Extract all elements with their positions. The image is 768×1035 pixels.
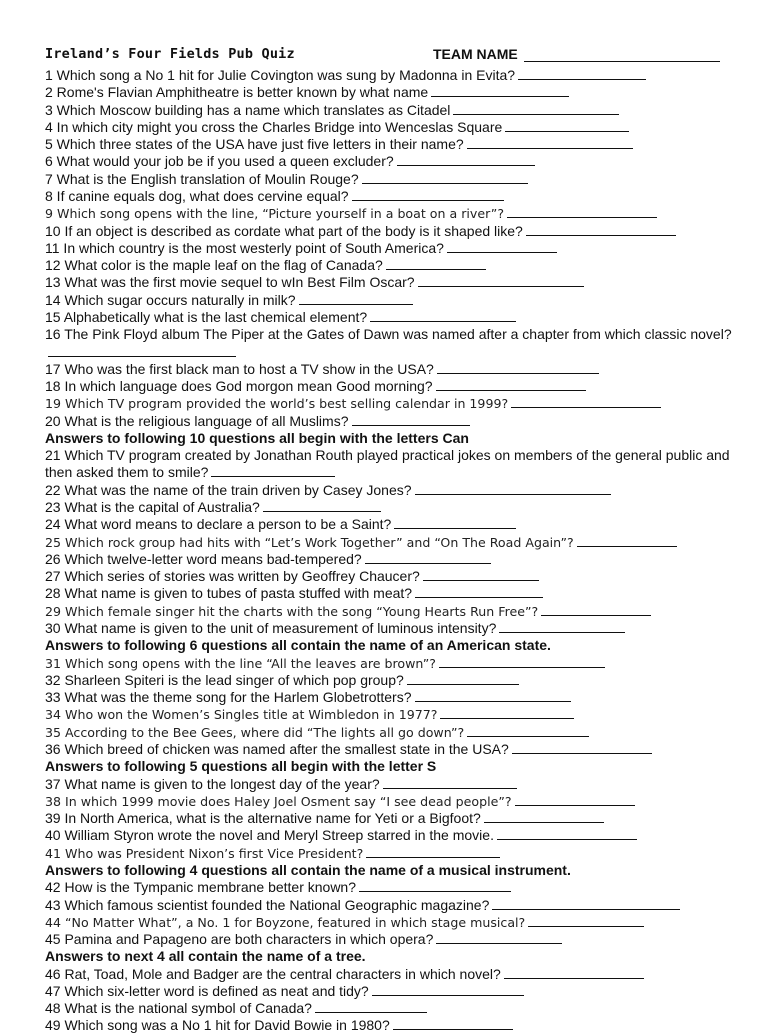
section-heading bbox=[45, 430, 735, 447]
section-text: Answers to following 10 questions all begin with the letters Can bbox=[45, 429, 469, 446]
answer-blank[interactable] bbox=[415, 482, 611, 495]
question-item bbox=[45, 983, 735, 1000]
answer-blank[interactable] bbox=[439, 655, 605, 668]
question-text: 9 Which song opens with the line, “Picture yourself in a boat on a river”? bbox=[45, 206, 505, 222]
answer-blank[interactable] bbox=[423, 568, 539, 581]
answer-blank[interactable] bbox=[48, 344, 236, 357]
answer-blank[interactable] bbox=[440, 706, 574, 719]
answer-blank[interactable] bbox=[436, 931, 562, 944]
question-text: 39 In North America, what is the alternative name for Yeti or a Bigfoot? bbox=[45, 810, 481, 827]
question-item bbox=[45, 793, 735, 810]
answer-blank[interactable] bbox=[507, 205, 657, 218]
answer-blank[interactable] bbox=[299, 292, 413, 305]
team-name-label bbox=[433, 46, 720, 62]
section-heading bbox=[45, 948, 735, 965]
question-text: 35 According to the Bee Gees, where did “The lights all go down”? bbox=[45, 724, 465, 740]
answer-blank[interactable] bbox=[492, 897, 680, 910]
question-text: 15 Alphabetically what is the last chemical element? bbox=[45, 308, 368, 325]
question-item bbox=[45, 447, 735, 482]
question-text: 18 In which language does God morgon mean Good morning? bbox=[45, 378, 433, 395]
answer-blank[interactable] bbox=[383, 776, 517, 789]
question-item bbox=[45, 223, 735, 240]
question-item bbox=[45, 1017, 735, 1034]
answer-blank[interactable] bbox=[512, 741, 652, 754]
question-text: 41 Who was President Nixon’s first Vice President? bbox=[45, 845, 364, 861]
question-item bbox=[45, 966, 735, 983]
question-text: 5 Which three states of the USA have just five letters in their name? bbox=[45, 136, 464, 153]
answer-blank[interactable] bbox=[467, 136, 633, 149]
section-text: Answers to following 4 questions all contain the name of a musical instrument. bbox=[45, 861, 571, 878]
answer-blank[interactable] bbox=[453, 102, 619, 115]
answer-blank[interactable] bbox=[515, 793, 635, 806]
question-text: 11 In which country is the most westerly point of South America? bbox=[45, 239, 444, 256]
question-item bbox=[45, 153, 735, 170]
question-item bbox=[45, 655, 735, 672]
question-item bbox=[45, 205, 735, 222]
answer-blank[interactable] bbox=[415, 585, 543, 598]
question-text: 40 William Styron wrote the novel and Meryl Streep starred in the movie. bbox=[45, 827, 494, 844]
question-text: 1 Which song a No 1 hit for Julie Covington was sung by Madonna in Evita? bbox=[45, 67, 516, 83]
question-text: 33 What was the theme song for the Harlem Globetrotters? bbox=[45, 689, 412, 706]
question-item bbox=[45, 827, 735, 844]
question-text: 16 The Pink Floyd album The Piper at the Gates of Dawn was named after a chapter from which classic novel? bbox=[45, 326, 732, 343]
answer-blank[interactable] bbox=[528, 914, 644, 927]
question-item bbox=[45, 361, 735, 378]
question-item bbox=[45, 102, 735, 119]
answer-blank[interactable] bbox=[526, 223, 676, 236]
question-text: 23 What is the capital of Australia? bbox=[45, 499, 260, 516]
question-text: 48 What is the national symbol of Canada? bbox=[45, 1000, 312, 1017]
question-text: 8 If canine equals dog, what does cervine equal? bbox=[45, 187, 349, 204]
question-text: 25 Which rock group had hits with “Let’s Work Together” and “On The Road Again”? bbox=[45, 534, 574, 550]
question-list bbox=[45, 67, 735, 1035]
team-name-blank[interactable] bbox=[524, 49, 720, 62]
answer-blank[interactable] bbox=[366, 845, 500, 858]
question-text: 46 Rat, Toad, Mole and Badger are the central characters in which novel? bbox=[45, 965, 501, 982]
team-name-text: TEAM NAME bbox=[433, 46, 518, 62]
answer-blank[interactable] bbox=[499, 620, 625, 633]
answer-blank[interactable] bbox=[431, 84, 569, 97]
question-text: 31 Which song opens with the line “All the leaves are brown”? bbox=[45, 655, 436, 671]
section-heading bbox=[45, 637, 735, 654]
question-item bbox=[45, 499, 735, 516]
question-item bbox=[45, 171, 735, 188]
answer-blank[interactable] bbox=[386, 257, 486, 270]
question-item bbox=[45, 603, 735, 620]
question-item bbox=[45, 551, 735, 568]
question-item bbox=[45, 413, 735, 430]
question-text: 36 Which breed of chicken was named after the smallest state in the USA? bbox=[45, 740, 509, 757]
question-text: 17 Who was the first black man to host a TV show in the USA? bbox=[45, 360, 434, 377]
question-text: 32 Sharleen Spiteri is the lead singer of which pop group? bbox=[45, 671, 404, 688]
question-text: 47 Which six-letter word is defined as neat and tidy? bbox=[45, 982, 369, 999]
quiz-header bbox=[45, 46, 735, 66]
question-item bbox=[45, 292, 735, 309]
question-text: 28 What name is given to tubes of pasta stuffed with meat? bbox=[45, 585, 413, 602]
section-text: Answers to next 4 all contain the name of a tree. bbox=[45, 948, 366, 965]
question-item bbox=[45, 240, 735, 257]
answer-blank[interactable] bbox=[352, 188, 504, 201]
answer-blank[interactable] bbox=[315, 1000, 427, 1013]
question-item bbox=[45, 810, 735, 827]
question-text: 27 Which series of stories was written by Geoffrey Chaucer? bbox=[45, 568, 420, 585]
question-item bbox=[45, 620, 735, 637]
question-item bbox=[45, 188, 735, 205]
question-item bbox=[45, 395, 735, 412]
question-item bbox=[45, 585, 735, 602]
question-item bbox=[45, 516, 735, 533]
question-item bbox=[45, 1000, 735, 1017]
question-item bbox=[45, 136, 735, 153]
answer-blank[interactable] bbox=[365, 551, 491, 564]
answer-blank[interactable] bbox=[497, 827, 637, 840]
question-item bbox=[45, 309, 735, 326]
question-text: 26 Which twelve-letter word means bad-tempered? bbox=[45, 550, 362, 567]
question-item bbox=[45, 672, 735, 689]
answer-blank[interactable] bbox=[370, 309, 516, 322]
question-item bbox=[45, 326, 735, 361]
question-item bbox=[45, 724, 735, 741]
answer-blank[interactable] bbox=[359, 879, 511, 892]
question-text: 42 How is the Tympanic membrane better known? bbox=[45, 879, 357, 896]
answer-blank[interactable] bbox=[518, 67, 646, 80]
question-item bbox=[45, 706, 735, 723]
answer-blank[interactable] bbox=[511, 395, 661, 408]
quiz-title: Ireland’s Four Fields Pub Quiz bbox=[45, 46, 295, 62]
question-text: 22 What was the name of the train driven by Casey Jones? bbox=[45, 481, 412, 498]
question-item bbox=[45, 84, 735, 101]
question-text: 44 “No Matter What”, a No. 1 for Boyzone, featured in which stage musical? bbox=[45, 914, 526, 930]
question-text: 29 Which female singer hit the charts with the song “Young Hearts Run Free”? bbox=[45, 603, 539, 619]
answer-blank[interactable] bbox=[505, 119, 629, 132]
question-text: 10 If an object is described as cordate what part of the body is it shaped like? bbox=[45, 222, 523, 239]
question-text: 38 In which 1999 movie does Haley Joel Osment say “I see dead people”? bbox=[45, 793, 512, 809]
answer-blank[interactable] bbox=[211, 464, 335, 477]
question-text: 14 Which sugar occurs naturally in milk? bbox=[45, 291, 296, 308]
question-item bbox=[45, 879, 735, 896]
section-text: Answers to following 5 questions all begin with the letter S bbox=[45, 758, 437, 775]
question-item bbox=[45, 845, 735, 862]
answer-blank[interactable] bbox=[467, 724, 589, 737]
answer-blank[interactable] bbox=[436, 378, 586, 391]
section-heading bbox=[45, 758, 735, 775]
answer-blank[interactable] bbox=[393, 1017, 513, 1030]
answer-blank[interactable] bbox=[541, 603, 651, 616]
question-item bbox=[45, 274, 735, 291]
answer-blank[interactable] bbox=[394, 516, 516, 529]
question-text: 3 Which Moscow building has a name which translates as Citadel bbox=[45, 101, 451, 118]
answer-blank[interactable] bbox=[504, 966, 644, 979]
question-text: 34 Who won the Women’s Singles title at Wimbledon in 1977? bbox=[45, 707, 438, 723]
question-item bbox=[45, 741, 735, 758]
question-text: 19 Which TV program provided the world’s best selling calendar in 1999? bbox=[45, 396, 509, 412]
answer-blank[interactable] bbox=[418, 274, 584, 287]
section-heading bbox=[45, 862, 735, 879]
question-text: 45 Pamina and Papageno are both characters in which opera? bbox=[45, 931, 434, 948]
question-item bbox=[45, 931, 735, 948]
question-text: 49 Which song was a No 1 hit for David Bowie in 1980? bbox=[45, 1017, 390, 1034]
question-text: 20 What is the religious language of all Muslims? bbox=[45, 412, 349, 429]
answer-blank[interactable] bbox=[447, 240, 557, 253]
answer-blank[interactable] bbox=[484, 810, 604, 823]
answer-blank[interactable] bbox=[397, 153, 535, 166]
question-text: 4 In which city might you cross the Charles Bridge into Wenceslas Square bbox=[45, 118, 503, 135]
question-text: 21 Which TV program created by Jonathan Routh played practical jokes on members of the general public and then asked them to smile? bbox=[45, 447, 730, 481]
question-item bbox=[45, 897, 735, 914]
question-item bbox=[45, 568, 735, 585]
question-text: 43 Which famous scientist founded the National Geographic magazine? bbox=[45, 896, 490, 913]
question-text: 2 Rome's Flavian Amphitheatre is better known by what name bbox=[45, 84, 429, 101]
question-text: 37 What name is given to the longest day of the year? bbox=[45, 775, 380, 792]
question-item bbox=[45, 119, 735, 136]
question-item bbox=[45, 378, 735, 395]
answer-blank[interactable] bbox=[362, 171, 528, 184]
question-text: 12 What color is the maple leaf on the flag of Canada? bbox=[45, 257, 383, 274]
question-item bbox=[45, 257, 735, 274]
question-text: 13 What was the first movie sequel to wIn Best Film Oscar? bbox=[45, 274, 415, 291]
question-item bbox=[45, 776, 735, 793]
question-text: 6 What would your job be if you used a queen excluder? bbox=[45, 153, 394, 170]
question-item bbox=[45, 534, 735, 551]
question-text: 24 What word means to declare a person to be a Saint? bbox=[45, 516, 392, 533]
answer-blank[interactable] bbox=[372, 983, 524, 996]
question-item bbox=[45, 67, 735, 84]
question-text: 30 What name is given to the unit of measurement of luminous intensity? bbox=[45, 620, 497, 636]
question-text: 7 What is the English translation of Moulin Rouge? bbox=[45, 170, 359, 187]
question-item bbox=[45, 689, 735, 706]
answer-blank[interactable] bbox=[437, 361, 599, 374]
answer-blank[interactable] bbox=[407, 672, 519, 685]
answer-blank[interactable] bbox=[415, 689, 571, 702]
question-item bbox=[45, 482, 735, 499]
section-text: Answers to following 6 questions all contain the name of an American state. bbox=[45, 637, 551, 654]
question-item bbox=[45, 914, 735, 931]
answer-blank[interactable] bbox=[263, 499, 381, 512]
answer-blank[interactable] bbox=[352, 413, 470, 426]
answer-blank[interactable] bbox=[577, 534, 677, 547]
